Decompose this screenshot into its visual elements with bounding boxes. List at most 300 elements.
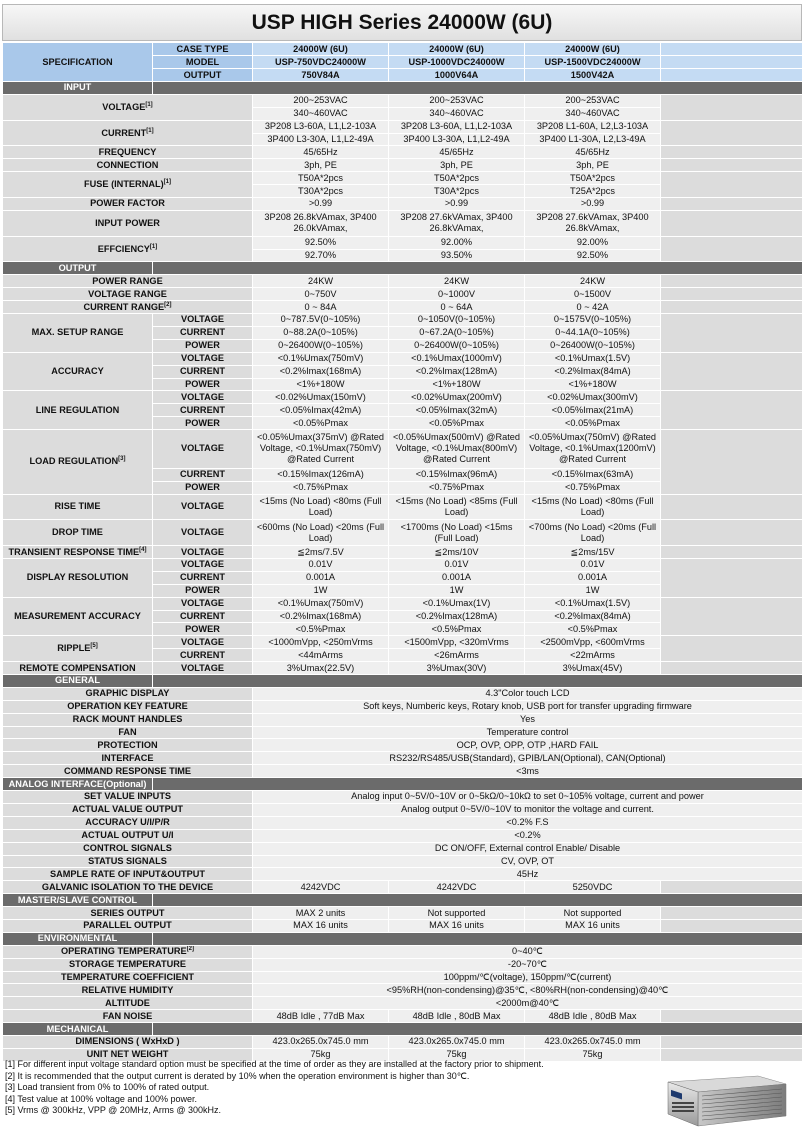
spec-value: 0~1500V [525, 288, 661, 301]
header-value: 1500V42A [525, 69, 661, 82]
spec-value: <0.15%Imax(96mA) [389, 468, 525, 481]
spec-label-text: PARALLEL OUTPUT [83, 920, 172, 931]
spec-label-text: PROTECTION [97, 739, 158, 750]
spec-label-protection [3, 739, 253, 752]
spec-value: 0~67.2A(0~105%) [389, 326, 525, 339]
spec-blank [661, 546, 803, 559]
spec-row [3, 520, 803, 546]
spec-value: 0.01V [525, 559, 661, 572]
spec-row [3, 314, 803, 327]
spec-label-voltage-range [3, 288, 253, 301]
spec-label-text: DROP TIME [52, 527, 103, 538]
spec-label-text: RELATIVE HUMIDITY [81, 984, 174, 995]
spec-value: 1W [389, 584, 525, 597]
spec-sublabel-current: CURRENT [153, 610, 253, 623]
spec-value: <0.05%Umax(500mV) @Rated Voltage, <0.1%Umax(800mV) @Rated Current [389, 430, 525, 469]
spec-label-power-factor [3, 198, 253, 211]
header-label-model: MODEL [153, 56, 253, 69]
spec-value: MAX 16 units [525, 919, 661, 932]
spec-label-text: CONNECTION [96, 159, 159, 170]
spec-label-current [3, 120, 253, 146]
spec-value: <15ms (No Load) <80ms (Full Load) [525, 494, 661, 520]
spec-value: 3P400 L1-30A, L2,L3-49A [525, 133, 661, 146]
spec-value-shared: Temperature control [253, 726, 803, 739]
spec-row [3, 430, 803, 469]
spec-value: 3P208 L1-60A, L2,L3-103A [525, 120, 661, 133]
spec-label-frequency [3, 146, 253, 159]
spec-label-specification: SPECIFICATION [3, 43, 153, 82]
spec-sublabel-power: POWER [153, 623, 253, 636]
spec-value-shared: RS232/RS485/USB(Standard), GPIB/LAN(Optional), CAN(Optional) [253, 752, 803, 765]
spec-value-shared: Soft keys, Numberic keys, Rotary knob, USB port for transfer upgrading firmware [253, 700, 803, 713]
spec-label-text: POWER RANGE [92, 275, 163, 286]
spec-row [3, 288, 803, 301]
spec-value-shared: Analog output 0~5V/0~10V to monitor the voltage and current. [253, 803, 803, 816]
spec-value: 75kg [525, 1048, 661, 1061]
spec-label-fan-noise [3, 1010, 253, 1023]
spec-label-text: TRANSIENT RESPONSE TIME [8, 546, 140, 557]
spec-label-transient-response-time [3, 546, 153, 559]
spec-value: 0~1050V(0~105%) [389, 314, 525, 327]
spec-row [3, 958, 803, 971]
spec-row [3, 868, 803, 881]
spec-value: <0.75%Pmax [253, 481, 389, 494]
spec-row [3, 1010, 803, 1023]
spec-row [3, 198, 803, 211]
spec-label-operating-temperature [3, 945, 253, 958]
header-value: 24000W (6U) [525, 43, 661, 56]
footnote-ref: [3] [118, 456, 126, 463]
spec-value: 3%Umax(45V) [525, 662, 661, 675]
footnote-ref: [1] [163, 179, 171, 186]
spec-label-connection [3, 159, 253, 172]
section-title: ENVIRONMENTAL [3, 932, 153, 945]
spec-blank [661, 494, 803, 520]
spec-value: 3P208 27.6kVAmax, 3P400 26.8kVAmax, [389, 210, 525, 236]
spec-value: 423.0x265.0x745.0 mm [253, 1035, 389, 1048]
spec-value: <0.2%Imax(84mA) [525, 610, 661, 623]
spec-label-text: CURRENT [101, 127, 147, 138]
spec-blank [661, 520, 803, 546]
spec-value: <1500mVpp, <320mVrms [389, 636, 525, 649]
spec-label-storage-temperature [3, 958, 253, 971]
spec-label-text: LOAD REGULATION [29, 456, 119, 467]
spec-value: >0.99 [389, 198, 525, 211]
spec-sublabel-power: POWER [153, 584, 253, 597]
spec-value-shared: 45Hz [253, 868, 803, 881]
spec-value: 0.01V [253, 559, 389, 572]
spec-label-input-power [3, 210, 253, 236]
spec-value: 92.50% [253, 236, 389, 249]
section-header [3, 675, 803, 688]
spec-row [3, 700, 803, 713]
spec-sublabel-current: CURRENT [153, 404, 253, 417]
spec-value-shared: <0.2% F.S [253, 816, 803, 829]
spec-value-shared: <95%RH(non-condensing)@35℃, <80%RH(non-condensing)@40℃ [253, 984, 803, 997]
spec-value: <26mArms [389, 649, 525, 662]
spec-label-text: CONTROL SIGNALS [83, 843, 172, 854]
spec-sublabel-voltage: VOLTAGE [153, 314, 253, 327]
spec-row [3, 275, 803, 288]
spec-label-text: FAN NOISE [102, 1010, 153, 1021]
spec-label-text: EFFCIENCY [97, 243, 150, 254]
section-header [3, 932, 803, 945]
spec-value: 3P400 L3-30A, L1,L2-49A [389, 133, 525, 146]
spec-value: 340~460VAC [525, 107, 661, 120]
spec-label-text: FREQUENCY [98, 146, 157, 157]
spec-value: <0.2%Imax(168mA) [253, 365, 389, 378]
spec-label-galvanic-isolation-to-the-device [3, 881, 253, 894]
spec-row [3, 159, 803, 172]
spec-value: 0.001A [389, 571, 525, 584]
spec-value: 1W [253, 584, 389, 597]
spec-value: MAX 16 units [389, 919, 525, 932]
spec-value: 93.50% [389, 249, 525, 262]
spec-label-power-range [3, 275, 253, 288]
spec-sublabel-current: CURRENT [153, 365, 253, 378]
spec-label-relative-humidity [3, 984, 253, 997]
spec-value: 0 ~ 64A [389, 301, 525, 314]
spec-value: <0.02%Umax(200mV) [389, 391, 525, 404]
spec-value: ≦2ms/10V [389, 546, 525, 559]
spec-sublabel-voltage: VOLTAGE [153, 430, 253, 469]
spec-value: 423.0x265.0x745.0 mm [389, 1035, 525, 1048]
footnote-ref: [1] [146, 127, 154, 134]
spec-row [3, 597, 803, 610]
header-label-case-type: CASE TYPE [153, 43, 253, 56]
spec-value: 0.01V [389, 559, 525, 572]
spec-value: 4242VDC [389, 881, 525, 894]
header-value: 24000W (6U) [389, 43, 525, 56]
spec-label-text: RACK MOUNT HANDLES [72, 714, 183, 725]
header-value: USP-1000VDC24000W [389, 56, 525, 69]
spec-value-shared: <3ms [253, 765, 803, 778]
section-header [3, 1023, 803, 1036]
spec-label-text: RIPPLE [57, 643, 91, 654]
spec-label-sample-rate-of-input-output [3, 868, 253, 881]
spec-label-rise-time [3, 494, 153, 520]
spec-label-text: INTERFACE [101, 752, 154, 763]
footnote-ref: [5] [90, 643, 98, 650]
header-value: USP-1500VDC24000W [525, 56, 661, 69]
spec-row [3, 662, 803, 675]
spec-value: <1700ms (No Load) <15ms (Full Load) [389, 520, 525, 546]
spec-value: <0.5%Pmax [389, 623, 525, 636]
spec-value: ≦2ms/7.5V [253, 546, 389, 559]
spec-label-text: STORAGE TEMPERATURE [68, 959, 187, 970]
footnote-ref: [1] [145, 101, 153, 108]
spec-value: <0.2%Imax(84mA) [525, 365, 661, 378]
spec-blank [661, 94, 803, 120]
spec-row [3, 984, 803, 997]
section-header [3, 894, 803, 907]
spec-value: <0.1%Umax(1V) [389, 597, 525, 610]
spec-sublabel-voltage: VOLTAGE [153, 636, 253, 649]
spec-value: 48dB Idle , 77dB Max [253, 1010, 389, 1023]
spec-label-remote-compensation [3, 662, 153, 675]
spec-blank [661, 120, 803, 146]
spec-value: T50A*2pcs [525, 172, 661, 185]
section-title: INPUT [3, 82, 153, 95]
spec-value: <0.15%Imax(63mA) [525, 468, 661, 481]
spec-label-text: MAX. SETUP RANGE [31, 327, 124, 338]
spec-value: 92.70% [253, 249, 389, 262]
page-title: USP HIGH Series 24000W (6U) [2, 4, 802, 41]
footnote-ref: [4] [139, 546, 147, 553]
spec-value: 0.001A [525, 571, 661, 584]
spec-label-interface [3, 752, 253, 765]
spec-value: <0.05%Imax(21mA) [525, 404, 661, 417]
spec-label-accuracy [3, 352, 153, 391]
spec-label-dimensions-wxhxd [3, 1035, 253, 1048]
spec-value: <700ms (No Load) <20ms (Full Load) [525, 520, 661, 546]
spec-label-text: OPERATING TEMPERATURE [60, 946, 187, 957]
spec-label-line-regulation [3, 391, 153, 430]
spec-value: 24KW [389, 275, 525, 288]
spec-value: <0.05%Pmax [253, 417, 389, 430]
spec-label-text: DISPLAY RESOLUTION [26, 572, 129, 583]
spec-label-text: STATUS SIGNALS [88, 855, 167, 866]
spec-value: 0~1575V(0~105%) [525, 314, 661, 327]
spec-value: 92.50% [525, 249, 661, 262]
spec-row [3, 752, 803, 765]
spec-label-load-regulation [3, 430, 153, 494]
spec-label-operation-key-feature [3, 700, 253, 713]
spec-value: 0 ~ 84A [253, 301, 389, 314]
spec-value: >0.99 [253, 198, 389, 211]
spec-value-shared: <2000m@40℃ [253, 997, 803, 1010]
spec-value: <22mArms [525, 649, 661, 662]
spec-row [3, 636, 803, 649]
spec-value: 45/65Hz [525, 146, 661, 159]
spec-value: <0.1%Umax(1.5V) [525, 597, 661, 610]
footnote: [2] It is recommended that the output current is derated by 10% when the operation environment is higher than 30℃. [5, 1070, 470, 1081]
spec-row [3, 855, 803, 868]
spec-value: T25A*2pcs [525, 185, 661, 198]
spec-value: <0.1%Umax(1.5V) [525, 352, 661, 365]
spec-value: <0.5%Pmax [525, 623, 661, 636]
spec-value: 45/65Hz [253, 146, 389, 159]
spec-value: <44mArms [253, 649, 389, 662]
spec-value: <0.1%Umax(1000mV) [389, 352, 525, 365]
spec-label-rack-mount-handles [3, 713, 253, 726]
section-fill [153, 262, 803, 275]
spec-value: <0.5%Pmax [253, 623, 389, 636]
spec-sublabel-voltage: VOLTAGE [153, 559, 253, 572]
spec-value: 0~26400W(0~105%) [525, 339, 661, 352]
spec-label-text: COMMAND RESPONSE TIME [63, 765, 192, 776]
spec-label-text: FUSE (INTERNAL) [84, 179, 164, 190]
spec-value: Not supported [525, 907, 661, 920]
spec-sublabel-voltage: VOLTAGE [153, 352, 253, 365]
spec-blank [661, 559, 803, 598]
spec-value: 0~750V [253, 288, 389, 301]
spec-value: <0.2%Imax(128mA) [389, 365, 525, 378]
spec-label-text: CURRENT RANGE [83, 301, 165, 312]
spec-value: <0.05%Umax(375mV) @Rated Voltage, <0.1%Umax(750mV) @Rated Current [253, 430, 389, 469]
spec-label-text: GRAPHIC DISPLAY [85, 688, 170, 699]
spec-value: 3ph, PE [389, 159, 525, 172]
spec-label-text: ACTUAL VALUE OUTPUT [72, 804, 183, 815]
spec-value: T50A*2pcs [253, 172, 389, 185]
spec-label-current-range [3, 301, 253, 314]
spec-sublabel-voltage: VOLTAGE [153, 520, 253, 546]
spec-blank [661, 159, 803, 172]
spec-value: 48dB Idle , 80dB Max [525, 1010, 661, 1023]
spec-label-text: VOLTAGE RANGE [88, 288, 167, 299]
spec-value-shared: 0~40℃ [253, 945, 803, 958]
spec-value-shared: OCP, OVP, OPP, OTP ,HARD FAIL [253, 739, 803, 752]
spec-value-shared: Yes [253, 713, 803, 726]
spec-blank [661, 1010, 803, 1023]
spec-label-control-signals [3, 842, 253, 855]
section-fill [153, 932, 803, 945]
spec-row [3, 494, 803, 520]
section-header [3, 778, 803, 791]
spec-row [3, 172, 803, 185]
spec-blank [661, 919, 803, 932]
spec-row [3, 739, 803, 752]
spec-row [3, 765, 803, 778]
header-blank [661, 43, 803, 56]
spec-value: 3ph, PE [525, 159, 661, 172]
spec-value: 3P400 L3-30A, L1,L2-49A [253, 133, 389, 146]
spec-label-text: TEMPERATURE COEFFICIENT [60, 971, 195, 982]
spec-value: 75kg [253, 1048, 389, 1061]
spec-row [3, 301, 803, 314]
spec-label-graphic-display [3, 687, 253, 700]
spec-label-actual-value-output [3, 803, 253, 816]
spec-sublabel-power: POWER [153, 378, 253, 391]
spec-value: >0.99 [525, 198, 661, 211]
section-header [3, 82, 803, 95]
spec-value: T50A*2pcs [389, 172, 525, 185]
spec-label-actual-output-u-i [3, 829, 253, 842]
spec-row [3, 791, 803, 804]
spec-value-shared: <0.2% [253, 829, 803, 842]
spec-label-text: LINE REGULATION [35, 404, 120, 415]
spec-label-text: ACCURACY [51, 366, 104, 377]
section-fill [153, 778, 803, 791]
footnotes [5, 1059, 544, 1117]
spec-sublabel-current: CURRENT [153, 571, 253, 584]
spec-value: 0~44.1A(0~105%) [525, 326, 661, 339]
spec-value-shared: DC ON/OFF, External control Enable/ Disable [253, 842, 803, 855]
spec-label-accuracy-u-i-p-r [3, 816, 253, 829]
spec-value: 340~460VAC [389, 107, 525, 120]
spec-label-text: POWER FACTOR [90, 198, 165, 209]
spec-value: MAX 2 units [253, 907, 389, 920]
spec-value: Not supported [389, 907, 525, 920]
spec-row [3, 546, 803, 559]
spec-sublabel-power: POWER [153, 339, 253, 352]
spec-value: <15ms (No Load) <85ms (Full Load) [389, 494, 525, 520]
spec-value: 0~1000V [389, 288, 525, 301]
spec-blank [661, 352, 803, 391]
spec-label-max-setup-range [3, 314, 153, 353]
section-title: MECHANICAL [3, 1023, 153, 1036]
spec-label-voltage [3, 94, 253, 120]
spec-value: <0.05%Umax(750mV) @Rated Voltage, <0.1%Umax(1200mV) @Rated Current [525, 430, 661, 469]
spec-label-temperature-coefficient [3, 971, 253, 984]
spec-label-text: OPERATION KEY FEATURE [67, 701, 188, 712]
spec-label-set-value-inputs [3, 791, 253, 804]
spec-blank [661, 314, 803, 353]
spec-row [3, 907, 803, 920]
spec-value: 0~26400W(0~105%) [389, 339, 525, 352]
specification-table [2, 42, 803, 1062]
spec-value: 3ph, PE [253, 159, 389, 172]
spec-value: 0~88.2A(0~105%) [253, 326, 389, 339]
spec-label-effciency [3, 236, 253, 262]
spec-value: <0.02%Umax(150mV) [253, 391, 389, 404]
spec-sublabel-current: CURRENT [153, 326, 253, 339]
spec-value: T30A*2pcs [389, 185, 525, 198]
spec-blank [661, 430, 803, 494]
spec-value: 3%Umax(22.5V) [253, 662, 389, 675]
spec-row [3, 713, 803, 726]
spec-blank [661, 301, 803, 314]
spec-value-shared: Analog input 0~5V/0~10V or 0~5kΩ/0~10kΩ to set 0~105% voltage, current and power [253, 791, 803, 804]
spec-label-parallel-output [3, 919, 253, 932]
power-supply-unit-icon [662, 1072, 790, 1128]
spec-label-text: MEASUREMENT ACCURACY [14, 611, 141, 622]
spec-value: <1%+180W [525, 378, 661, 391]
spec-sublabel-voltage: VOLTAGE [153, 662, 253, 675]
section-title: MASTER/SLAVE CONTROL [3, 894, 153, 907]
spec-value: <0.75%Pmax [525, 481, 661, 494]
spec-value: 0~26400W(0~105%) [253, 339, 389, 352]
footnote-ref: [1] [149, 243, 158, 250]
spec-label-text: REMOTE COMPENSATION [19, 662, 136, 673]
spec-blank [661, 636, 803, 662]
spec-blank [661, 1035, 803, 1048]
spec-label-text: DIMENSIONS ( WxHxD ) [75, 1036, 180, 1047]
spec-value: 48dB Idle , 80dB Max [389, 1010, 525, 1023]
header-value: 24000W (6U) [253, 43, 389, 56]
spec-value: 92.00% [389, 236, 525, 249]
footnote: [5] Vrms @ 300kHz, VPP @ 20MHz, Arms @ 300kHz. [5, 1105, 221, 1115]
spec-blank [661, 236, 803, 262]
section-title: OUTPUT [3, 262, 153, 275]
spec-row [3, 391, 803, 404]
spec-sublabel-power: POWER [153, 417, 253, 430]
spec-value: 4242VDC [253, 881, 389, 894]
header-value: USP-750VDC24000W [253, 56, 389, 69]
spec-value: <0.05%Imax(32mA) [389, 404, 525, 417]
spec-value: 0 ~ 42A [525, 301, 661, 314]
spec-label-text: RISE TIME [54, 501, 101, 512]
spec-row [3, 236, 803, 249]
spec-blank [661, 198, 803, 211]
spec-value-shared: 4.3"Color touch LCD [253, 687, 803, 700]
spec-sublabel-voltage: VOLTAGE [153, 546, 253, 559]
section-title: GENERAL [3, 675, 153, 688]
spec-label-text: ALTITUDE [105, 997, 150, 1008]
spec-blank [661, 288, 803, 301]
spec-value: 423.0x265.0x745.0 mm [525, 1035, 661, 1048]
header-value: 1000V64A [389, 69, 525, 82]
spec-label-series-output [3, 907, 253, 920]
section-title: ANALOG INTERFACE(Optional) [3, 778, 153, 791]
spec-value: <0.2%Imax(128mA) [389, 610, 525, 623]
spec-value: 340~460VAC [253, 107, 389, 120]
spec-value-shared: -20~70℃ [253, 958, 803, 971]
spec-value: 3P208 L3-60A, L1,L2-103A [389, 120, 525, 133]
spec-row [3, 146, 803, 159]
spec-value: 3P208 26.8kVAmax, 3P400 26.0kVAmax, [253, 210, 389, 236]
spec-value: 1W [525, 584, 661, 597]
